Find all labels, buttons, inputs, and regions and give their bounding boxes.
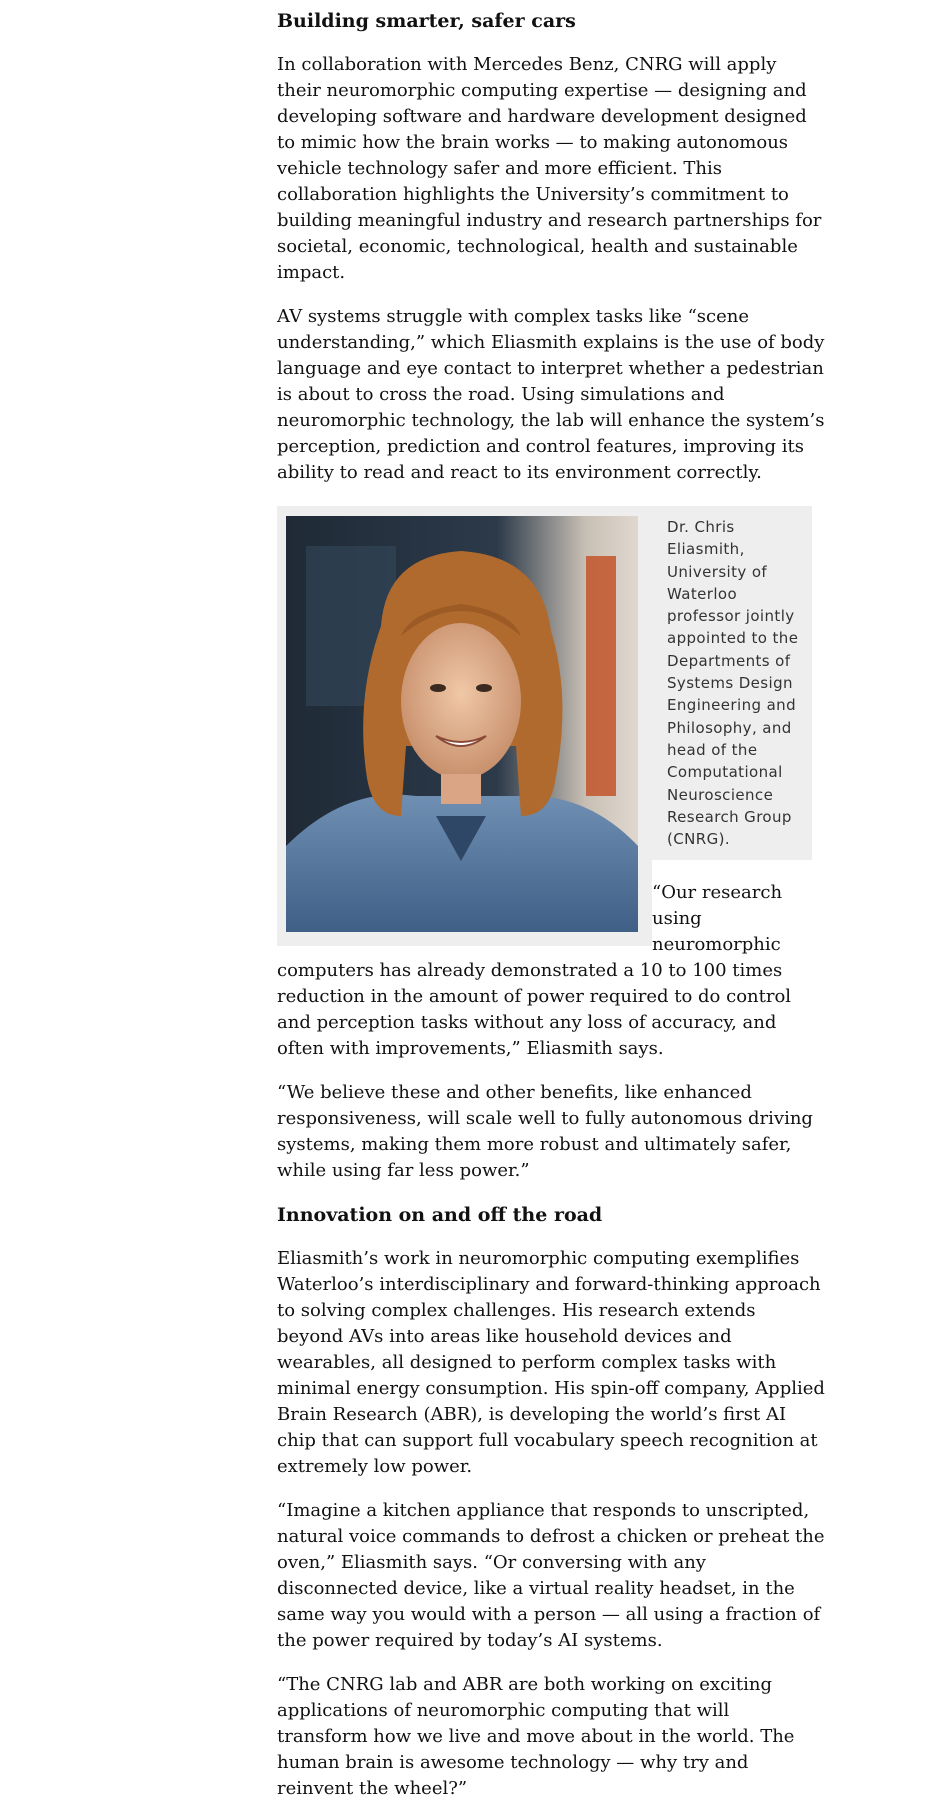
- portrait-figure: [277, 506, 652, 946]
- paragraph-kitchen-quote: “Imagine a kitchen appliance that responds to unscripted, natural voice commands to defrost a chicken or preheat the oven,” Eliasmith says. “Or conversing with any disconnected device, like a virtual reality headset, in the same way you would with a person — all using a fraction of the power required by today’s AI systems.: [277, 1500, 825, 1652]
- paragraph-innovation: Eliasmith’s work in neuromorphic computing exemplifies Waterloo’s interdisciplinary and forward-thinking approach to solving complex challenges. His research extends beyond AVs into areas like household devices and wearables, all designed to perform complex tasks with minimal energy consumption. His spin-off company, Applied Brain Research (ABR), is developing the world’s first AI chip that can support full vocabulary speech recognition at extremely low power.: [277, 1248, 825, 1478]
- section-heading-innovation: Innovation on and off the road: [277, 1204, 603, 1227]
- paragraph-collaboration: In collaboration with Mercedes Benz, CNRG will apply their neuromorphic computing expertise — designing and developing software and hardware development designed to mimic how the brain works — to making autonomous vehicle technology safer and more efficient. This collaboration highlights the University’s commitment to building meaningful industry and research partnerships for societal, economic, technological, health and sustainable impact.: [277, 54, 822, 283]
- portrait-caption: [652, 506, 812, 860]
- portrait-photo: [286, 516, 638, 932]
- article-body: [277, 0, 825, 1820]
- caption-text: Dr. Chris Eliasmith, University of Waterloo professor jointly appointed to the Departments of Systems Design Engineering and Philosophy, and head of the Computational Neuroscience Research Group (CNRG).: [667, 518, 799, 849]
- paragraph-benefits-quote: “We believe these and other benefits, like enhanced responsiveness, will scale well to fully autonomous driving systems, making them more robust and ultimately safer, while using far less power.”: [277, 1082, 813, 1182]
- paragraph-cnrg-quote: “The CNRG lab and ABR are both working on exciting applications of neuromorphic computing that will transform how we live and move about in the world. The human brain is awesome technology — why try and reinvent the wheel?”: [277, 1674, 795, 1800]
- paragraph-research-quote: “Our research using neuromorphic computers has already demonstrated a 10 to 100 times reduction in the amount of power required to do control and perception tasks without any loss of accuracy, and often with improvements,” Eliasmith says.: [277, 882, 792, 1060]
- section-heading-building: Building smarter, safer cars: [277, 10, 576, 32]
- paragraph-av-systems: AV systems struggle with complex tasks like “scene understanding,” which Eliasmith explains is the use of body language and eye contact to interpret whether a pedestrian is about to cross the road. Using simulations and neuromorphic technology, the lab will enhance the system’s perception, prediction and control features, improving its ability to read and react to its environment correctly.: [277, 306, 825, 483]
